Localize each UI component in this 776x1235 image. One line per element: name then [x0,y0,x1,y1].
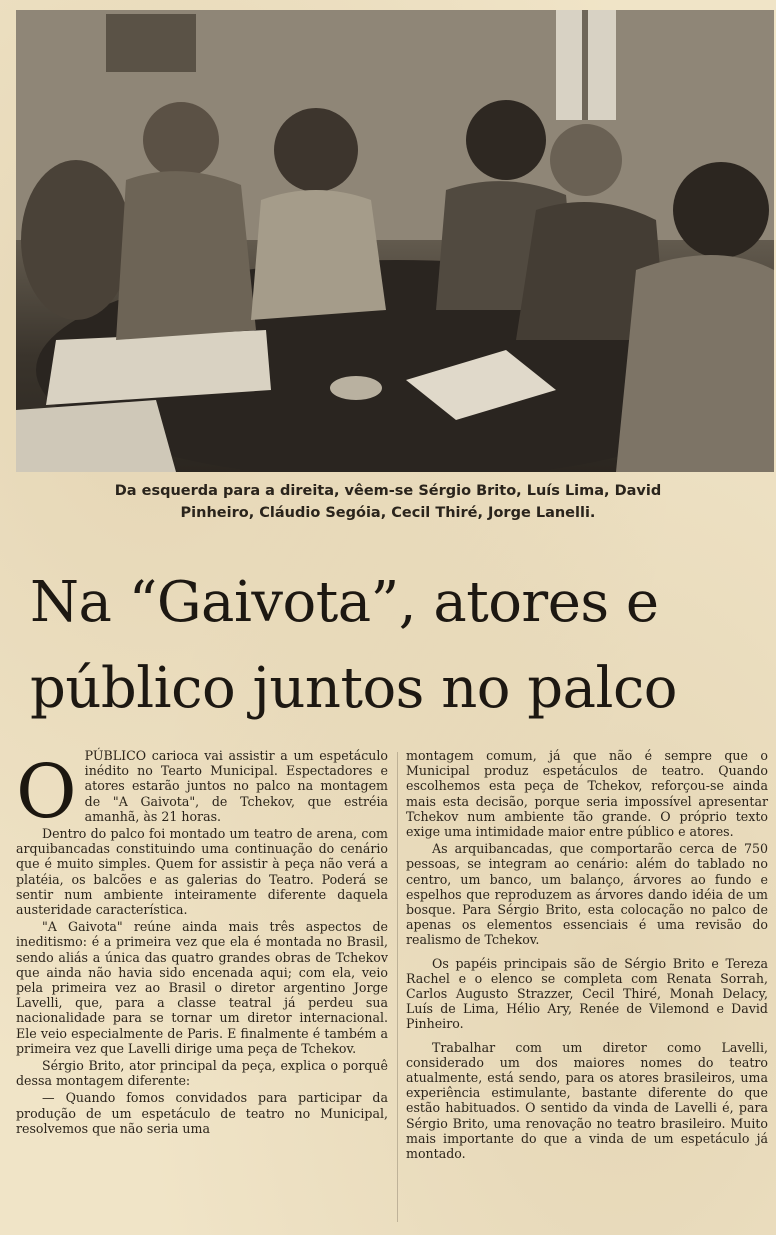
paragraph: — Quando fomos convidados para participar da produção de um espetáculo de teatro no Municipal, resolvemos que não seria uma [16,1090,388,1136]
article-column-right [406,748,768,1163]
headline-line-1: Na “Gaivota”, atores e [30,570,659,635]
photo-illustration [16,10,774,472]
paragraph: Dentro do palco foi montado um teatro de arena, com arquibancadas constituindo uma continuação do cenário que é muito simples. Quem for assistir à peça não verá a platéia, os balcões e as galerias do Teatro. Poderá se sentir num ambiente inteiramente diferente daquela austeridade característica. [16,826,388,918]
paragraph: PÚBLICO carioca vai assistir a um espetáculo inédito no Tearto Municipal. Espectadores e atores estarão juntos no palco na montagem de "A Gaivota", de Tchekov, que estréia amanhã, às 21 horas. [84,748,388,824]
caption-line-1: Da esquerda para a direita, vêem-se Sérgio Brito, Luís Lima, David [114,483,662,499]
column-divider [397,752,398,1222]
drop-cap: O [16,749,77,835]
photo-caption [40,480,736,524]
paragraph: Trabalhar com um diretor como Lavelli, considerado um dos maiores nomes do teatro atualmente, está sendo, para os atores brasileiros, uma experiência estimulante, bastante diferente do que estão habituados. O sentido da vinda de Lavelli é, para Sérgio Brito, uma renovação no teatro brasileiro. Muito mais importante do que a vinda de um espetáculo já montado. [406,1039,768,1162]
paragraph: montagem comum, já que não é sempre que o Municipal produz espetáculos de teatro. Quando escolhemos esta peça de Tchekov, reforçou-se ainda mais esta decisão, porque seria impossível apresentar Tchekov num ambiente tão grande. O próprio texto exige uma intimidade maior entre público e atores. [406,748,768,840]
article-headline [30,560,760,732]
paragraph: Sérgio Brito, ator principal da peça, explica o porquê dessa montagem diferente: [16,1058,388,1089]
headline-line-2: público juntos no palco [30,656,678,721]
paragraph: As arquibancadas, que comportarão cerca de 750 pessoas, se integram ao cenário: além do tablado no centro, um banco, um balanço, árvores ao fundo e espelhos que reproduzem as árvores dando idéia de um bosque. Para Sérgio Brito, esta colocação no palco de apenas os elementos essenciais é uma revisão do realismo de Tchekov. [406,841,768,948]
paragraph: Os papéis principais são de Sérgio Brito e Tereza Rachel e o elenco se completa com Renata Sorrah, Carlos Augusto Strazzer, Cecil Thiré, Monah Delacy, Luís de Lima, Hélio Ary, Renée de Vilemond e David Pinheiro. [406,955,768,1032]
group-photo [16,10,774,472]
article-column-left [16,748,388,1138]
caption-line-2: Pinheiro, Cláudio Segóia, Cecil Thiré, Jorge Lanelli. [180,505,596,521]
paragraph: "A Gaivota" reúne ainda mais três aspectos de ineditismo: é a primeira vez que ela é montada no Brasil, sendo aliás a única das quatro grandes obras de Tchekov que ainda não havia sido encenada aqui; com ela, veio pela primeira vez ao Brasil o diretor argentino Jorge Lavelli, que, para a classe teatral já perdeu sua nacionalidade para se tornar um diretor internacional. Ele veio especialmente de Paris. E finalmente é também a primeira vez que Lavelli dirige uma peça de Tchekov. [16,919,388,1056]
